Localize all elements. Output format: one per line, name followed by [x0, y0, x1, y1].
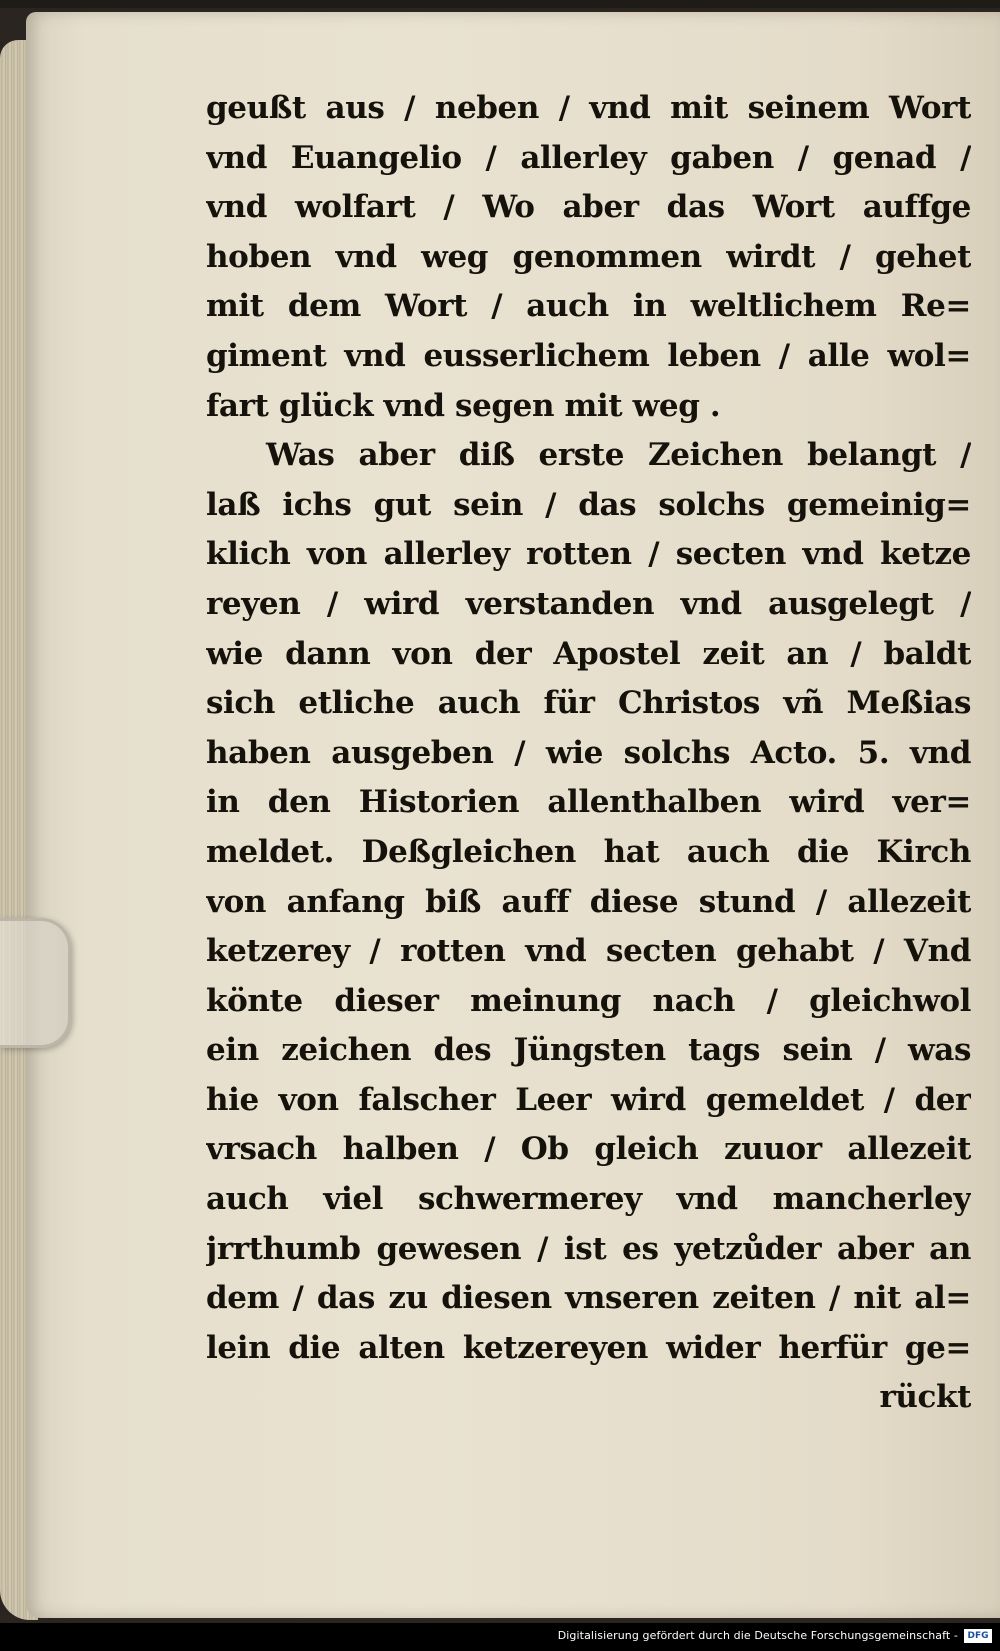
- text-line: geußt aus / neben / vnd mit seinem Wort: [206, 90, 971, 126]
- text-line: mit dem Wort / auch in weltlichem Re=: [206, 288, 971, 325]
- page-text: [206, 84, 971, 1423]
- text-line: lein die alten ketzereyen wider herfür ge=: [206, 1329, 971, 1366]
- text-line: hie von falscher Leer wird gemeldet / der: [206, 1081, 971, 1118]
- book-page: [26, 12, 1000, 1618]
- text-line: in den Historien allenthalben wird ver=: [206, 784, 971, 821]
- dfg-logo: DFG: [964, 1629, 992, 1643]
- text-line: ein zeichen des Jüngsten tags sein / was: [206, 1032, 971, 1069]
- text-line: auch viel schwermerey vnd mancherley: [206, 1181, 971, 1218]
- text-line: laß ichs gut sein / das solchs gemeinig=: [206, 486, 971, 523]
- text-line: könte dieser meinung nach / gleichwol: [206, 982, 971, 1019]
- text-line: ketzerey / rotten vnd secten gehabt / Vnd: [206, 933, 971, 970]
- digitization-footer: [0, 1623, 1000, 1651]
- text-line: vnd Euangelio / allerley gaben / genad /: [206, 139, 971, 176]
- text-line: jrrthumb gewesen / ist es yetzůder aber an: [206, 1230, 971, 1267]
- text-line: meldet. Deßgleichen hat auch die Kirch: [206, 833, 971, 870]
- text-line: giment vnd eusserlichem leben / alle wol=: [206, 337, 971, 374]
- text-line: sich etliche auch für Christos vñ Meßias: [206, 685, 971, 722]
- text-line: Was aber diß erste Zeichen belangt /: [266, 437, 971, 474]
- text-line: dem / das zu diesen vnseren zeiten / nit al=: [206, 1280, 971, 1317]
- text-line: reyen / wird verstanden vnd ausgelegt /: [206, 585, 971, 622]
- text-line: klich von allerley rotten / secten vnd ketze: [206, 536, 971, 573]
- text-line: wie dann von der Apostel zeit an / baldt: [206, 635, 971, 672]
- footer-credit: Digitalisierung gefördert durch die Deutsche Forschungsgemeinschaft -: [557, 1629, 958, 1642]
- text-line: von anfang biß auff diese stund / allezeit: [206, 883, 971, 920]
- text-line: fart glück vnd segen mit weg .: [206, 387, 721, 424]
- text-line: vrsach halben / Ob gleich zuuor allezeit: [206, 1131, 971, 1168]
- text-line: hoben vnd weg genommen wirdt / gehet: [206, 238, 971, 275]
- page-clip: [0, 918, 71, 1048]
- text-line: haben ausgeben / wie solchs Acto. 5. vnd: [206, 734, 971, 771]
- text-line: vnd wolfart / Wo aber das Wort auffge: [206, 189, 971, 226]
- catchword: rückt: [879, 1379, 971, 1416]
